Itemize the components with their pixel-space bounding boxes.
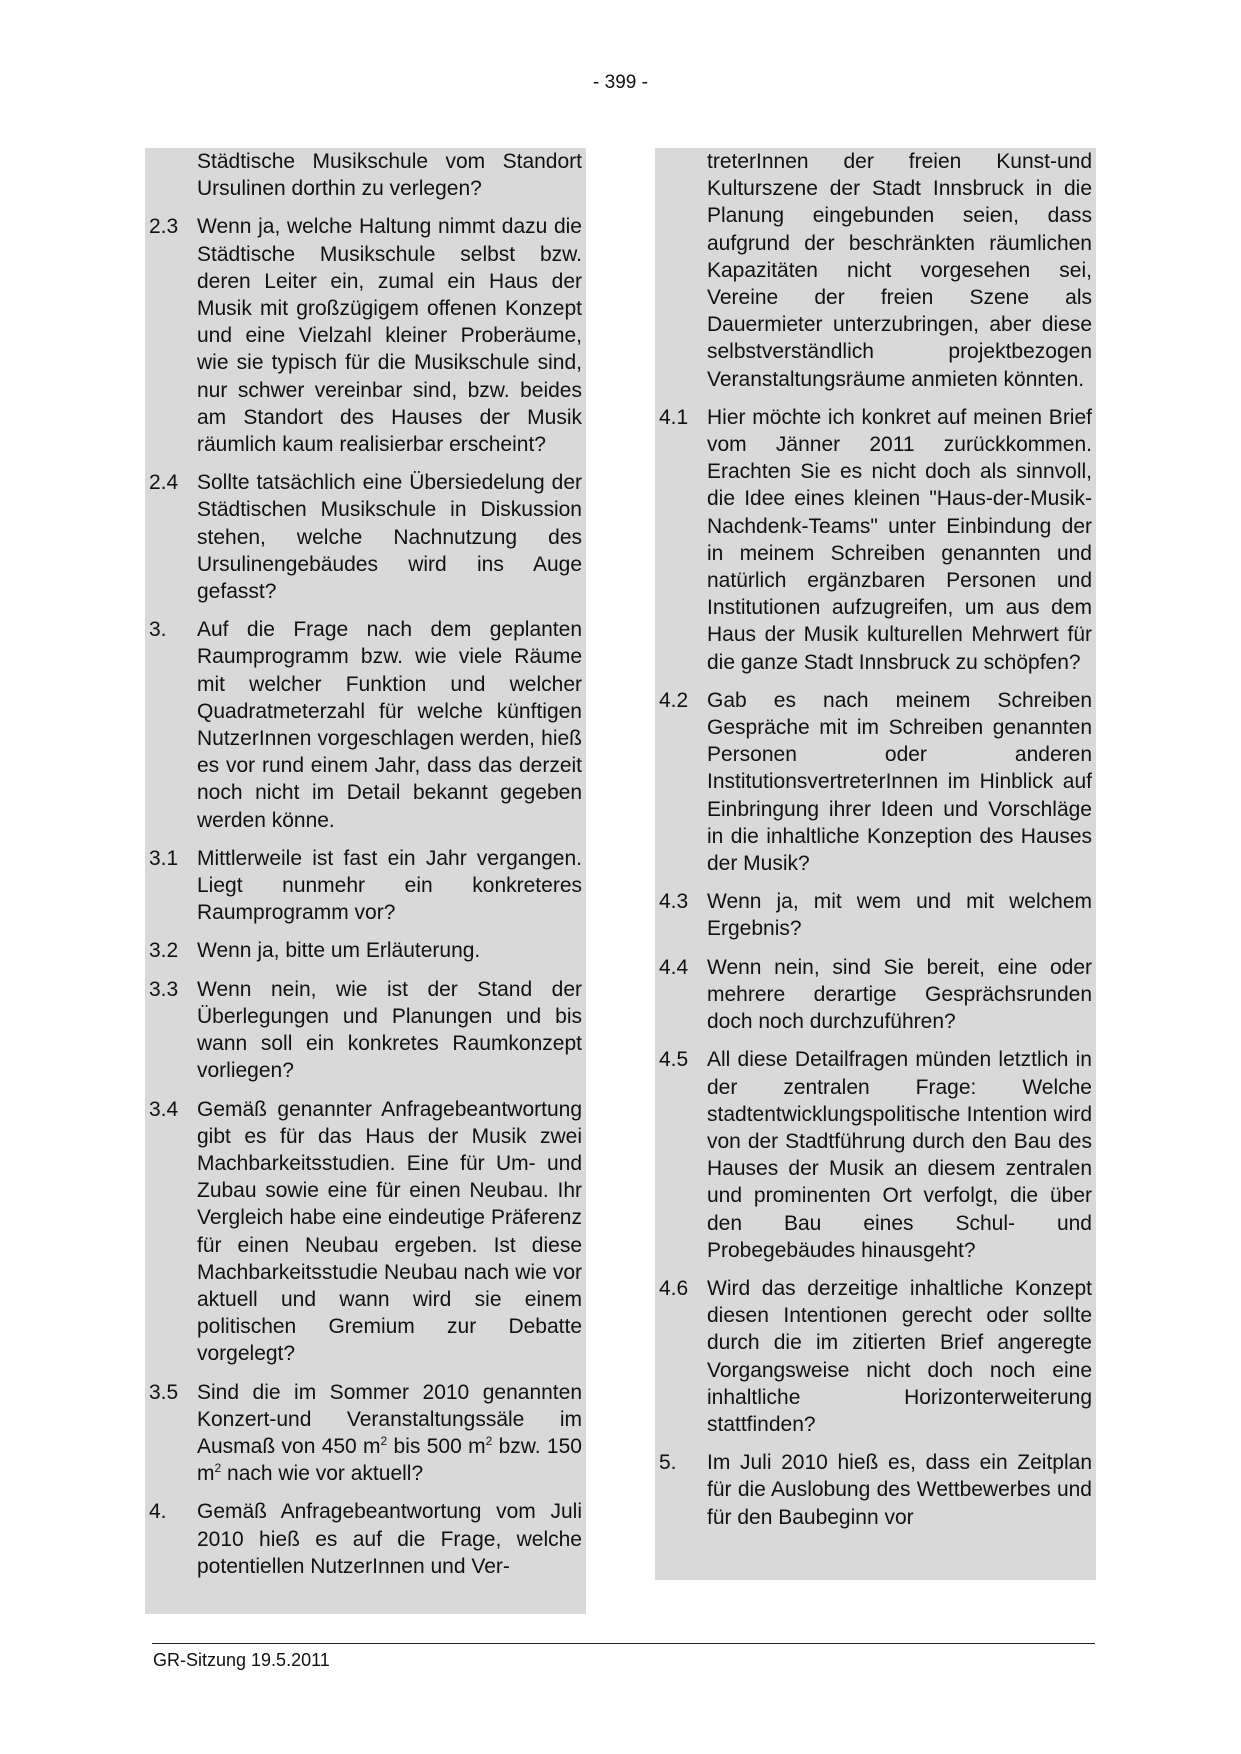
item-text: Wenn nein, wie ist der Stand der Überlegungen und Planungen und bis wann soll ein konkretes Raumkonzept vorliegen? (197, 977, 582, 1083)
list-item (659, 404, 1092, 676)
right-column (655, 148, 1096, 1580)
item-number: 4.4 (659, 955, 689, 979)
list-item (149, 1498, 582, 1580)
item-text: Gemäß Anfragebeantwortung vom Juli 2010 hieß es auf die Frage, welche potentiellen NutzerInnen und Ver- (197, 1500, 582, 1578)
list-item (149, 1379, 582, 1488)
item-number: 2.3 (149, 215, 179, 239)
item-text: Gemäß genannter Anfragebeantwortung gibt es für das Haus der Musik zwei Machbarkeitsstudien. Eine für Um- und Zubau sowie eine für einen Neubau. Ihr Vergleich habe eine eindeutige Präferenz für einen Neubau ergeben. Ist diese Machbarkeitsstudie Neubau nach wie vor aktuell und wann wird sie einem politischen Gremium zur Debatte vorgelegt? (197, 1097, 582, 1366)
item-text: Wenn ja, bitte um Erläuterung. (197, 939, 481, 963)
item-text: Wenn ja, welche Haltung nimmt dazu die Städtische Musikschule selbst bzw. deren Leiter ein, zumal ein Haus der Musik mit großzügigem offenen Konzept und eine Vielzahl kleiner Proberäume, wie sie typisch für die Musikschule sind, nur schwer vereinbar sind, bzw. beides am Standort des Hauses der Musik räumlich kaum realisierbar erscheint? (197, 215, 582, 457)
list-item (149, 976, 582, 1085)
item-text: Hier möchte ich konkret auf meinen Brief vom Jänner 2011 zurückkommen. Erachten Sie es nicht doch als sinnvoll, die Idee eines kleinen "Haus-der-Musik-Nachdenk-Teams" unter Einbindung der in meinem Schreiben genannten und natürlich ergänzbaren Personen und Institutionen aufzugreifen, um aus dem Haus der Musik kulturellen Mehrwert für die ganze Stadt Innsbruck zu schöpfen? (707, 405, 1092, 674)
item-number: 4.2 (659, 688, 689, 712)
item-text: Wird das derzeitige inhaltliche Konzept diesen Intentionen gerecht oder sollte durch die im zitierten Brief angeregte Vorgangsweise nicht doch noch eine inhaltliche Horizonterweiterung stattfinden? (707, 1276, 1092, 1436)
continuation-text: treterInnen der freien Kunst-und Kulturszene der Stadt Innsbruck in die Planung eingebunden seien, dass aufgrund der beschränkten räumlichen Kapazitäten nicht vorgesehen sei, Vereine der freien Szene als Dauermieter unterzubringen, aber diese selbstverständlich projektbezogen Veranstaltungsräume anmieten könnten. (707, 150, 1092, 391)
item-number: 4. (149, 1500, 167, 1524)
item-text: Wenn ja, mit wem und mit welchem Ergebnis? (707, 890, 1092, 941)
continuation-text: Städtische Musikschule vom Standort Ursulinen dorthin zu verlegen? (197, 150, 582, 201)
list-item (659, 888, 1092, 942)
list-item (149, 845, 582, 927)
item-text: Gab es nach meinem Schreiben Gespräche mit im Schreiben genannten Personen oder anderen InstitutionsvertreterInnen im Hinblick auf Einbringung ihrer Ideen und Vorschläge in die inhaltliche Konzeption des Hauses der Musik? (707, 688, 1092, 876)
item-number: 3.5 (149, 1380, 179, 1404)
list-item (149, 469, 582, 605)
item-number: 4.3 (659, 890, 689, 914)
item-number: 3. (149, 618, 167, 642)
item-number: 2.4 (149, 471, 179, 495)
list-item (659, 1275, 1092, 1438)
footer-divider (152, 1643, 1095, 1644)
list-item (659, 148, 1092, 393)
item-number: 3.2 (149, 939, 179, 963)
item-number: 4.1 (659, 405, 689, 429)
list-item (149, 213, 582, 458)
item-number: 3.3 (149, 977, 179, 1001)
list-item (149, 616, 582, 834)
item-text: Wenn nein, sind Sie bereit, eine oder mehrere derartige Gesprächsrunden doch noch durchzuführen? (707, 955, 1092, 1034)
item-number: 3.1 (149, 846, 179, 870)
footer-text: GR-Sitzung 19.5.2011 (153, 1650, 330, 1670)
item-number: 5. (659, 1451, 677, 1475)
list-item (659, 1046, 1092, 1264)
list-item (149, 148, 582, 202)
item-number: 4.5 (659, 1048, 689, 1072)
list-item (149, 937, 582, 964)
item-number: 4.6 (659, 1276, 689, 1300)
list-item (149, 1096, 582, 1368)
item-text: All diese Detailfragen münden letztlich in der zentralen Frage: Welche stadtentwicklungspolitische Intention wird von der Stadtführung durch den Bau des Hauses der Musik an diesem zentralen und prominenten Ort verfolgt, die über den Bau eines Schul- und Probegebäudes hinausgeht? (707, 1048, 1092, 1262)
item-number: 3.4 (149, 1097, 179, 1121)
item-text: Sind die im Sommer 2010 genannten Konzert-und Veranstaltungssäle im Ausmaß von 450 $m^2$ bis 500 $m^2$ bzw. 150 $m^2$ nach wie vor aktuell? (197, 1380, 582, 1486)
left-column (145, 148, 586, 1614)
item-text: Im Juli 2010 hieß es, dass ein Zeitplan für die Auslobung des Wettbewerbes und für den Baubeginn vor (707, 1451, 1092, 1529)
item-text: Sollte tatsächlich eine Übersiedelung der Städtischen Musikschule in Diskussion stehen, welche Nachnutzung des Ursulinengebäudes wird ins Auge gefasst? (197, 471, 582, 604)
list-item (659, 687, 1092, 877)
item-text: Auf die Frage nach dem geplanten Raumprogramm bzw. wie viele Räume mit welcher Funktion und welcher Quadratmeterzahl für welche künftigen NutzerInnen vorgeschlagen werden, hieß es vor rund einem Jahr, dass das derzeit noch nicht im Detail bekannt gegeben werden könne. (197, 618, 582, 832)
list-item (659, 954, 1092, 1036)
page-number: - 399 - (593, 72, 648, 93)
list-item (659, 1449, 1092, 1531)
item-text: Mittlerweile ist fast ein Jahr vergangen. Liegt nunmehr ein konkreteres Raumprogramm vor? (197, 846, 582, 925)
